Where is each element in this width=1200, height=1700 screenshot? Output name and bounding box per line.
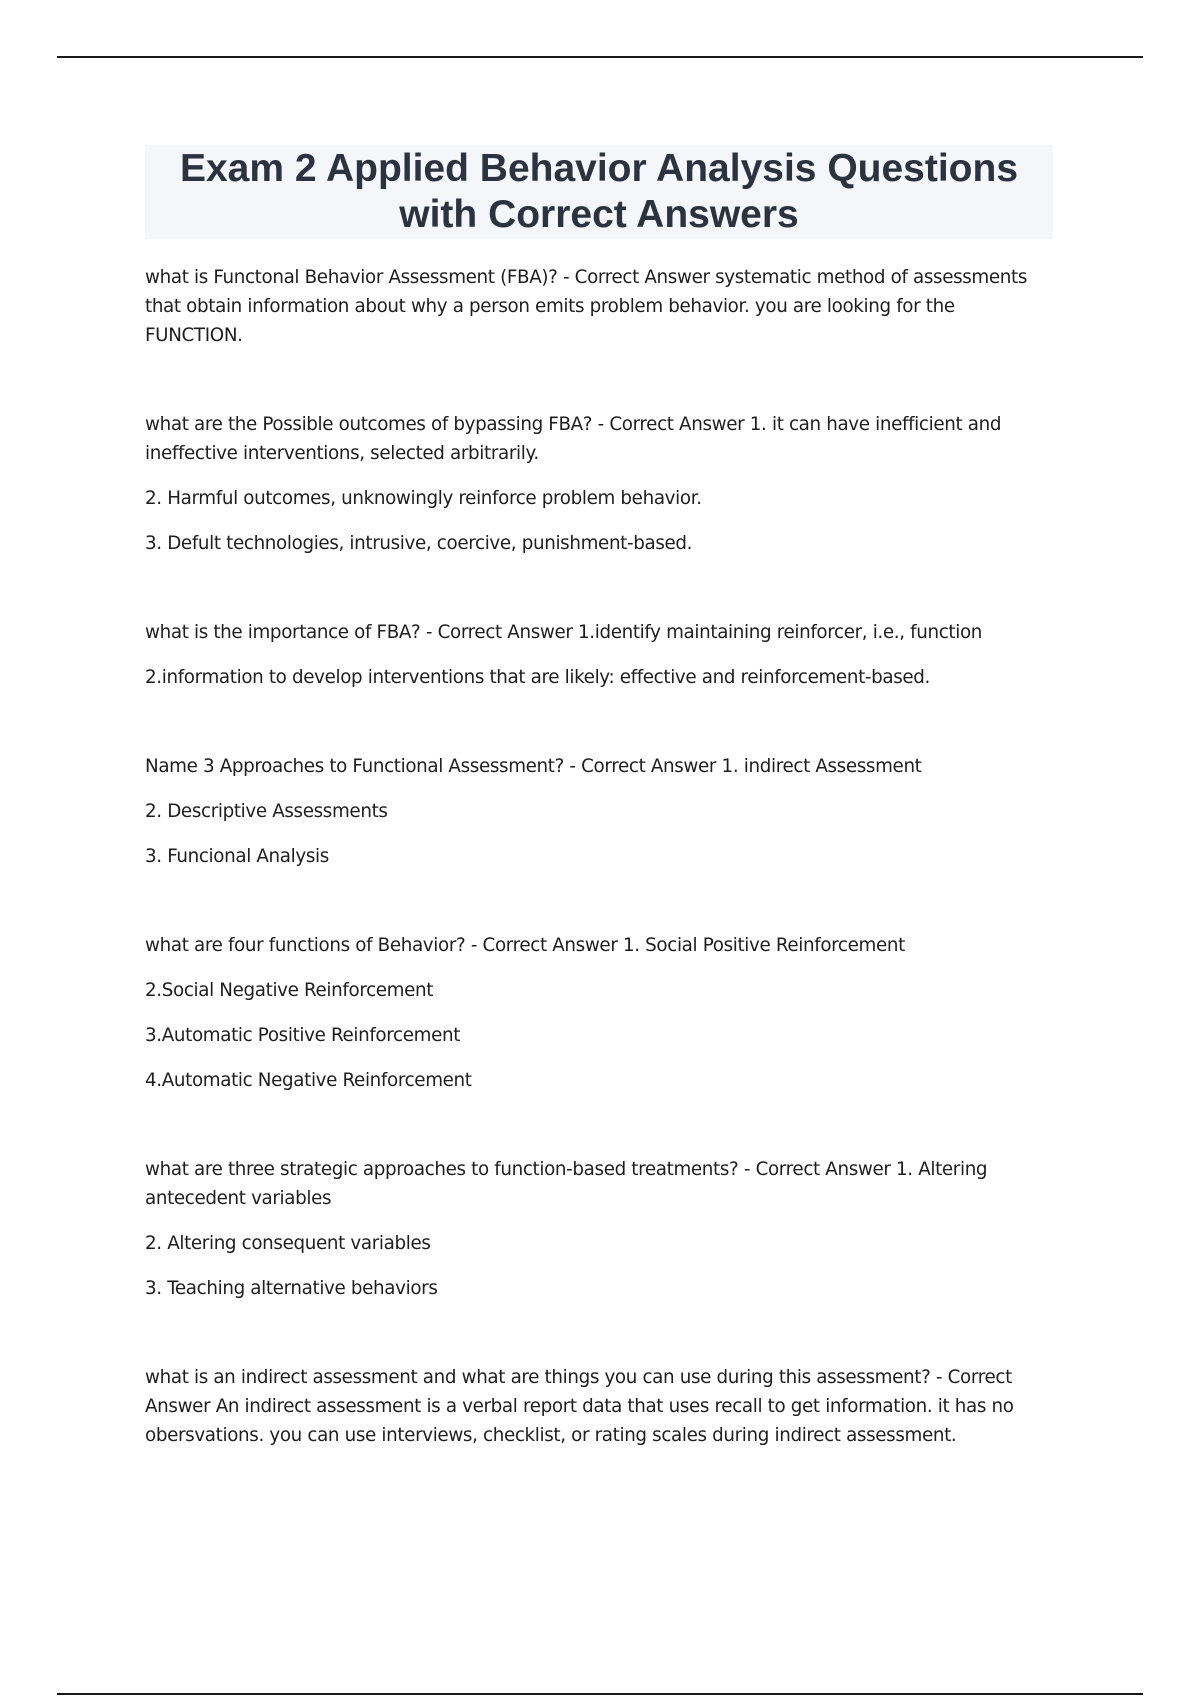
qa-item <box>145 1363 1045 1450</box>
answer-line: 2. Altering consequent variables <box>145 1233 431 1254</box>
document-title <box>145 145 1053 238</box>
title-line-2: with Correct Answers <box>399 193 799 236</box>
title-line-1: Exam 2 Applied Behavior Analysis Questions <box>179 147 1019 190</box>
qa-item <box>145 263 1045 350</box>
answer-line: 3. Teaching alternative behaviors <box>145 1278 438 1299</box>
question-text: what are four functions of Behavior? - Correct Answer 1. Social Positive Reinforcement <box>145 935 905 956</box>
question-text: what are the Possible outcomes of bypassing FBA? - Correct Answer 1. it can have inefficient and ineffective interventions, selected arbitrarily. <box>145 414 1002 464</box>
question-text: what is Functonal Behavior Assessment (FBA)? - Correct Answer systematic method of assessments that obtain information about why a person emits problem behavior. you are looking for the FUNCTION. <box>145 267 1028 346</box>
answer-line: 2.information to develop interventions that are likely: effective and reinforcement-based. <box>145 667 931 688</box>
question-text: what is the importance of FBA? - Correct Answer 1.identify maintaining reinforcer, i.e., function <box>145 622 983 643</box>
question-text: what are three strategic approaches to function-based treatments? - Correct Answer 1. Altering antecedent variables <box>145 1159 988 1209</box>
bottom-rule <box>57 1693 1143 1695</box>
qa-item <box>145 618 1045 692</box>
answer-line: 3. Funcional Analysis <box>145 846 329 867</box>
answer-line: 4.Automatic Negative Reinforcement <box>145 1070 472 1091</box>
title-banner <box>145 145 1053 239</box>
qa-list <box>145 263 1045 1450</box>
answer-line: 2.Social Negative Reinforcement <box>145 980 434 1001</box>
answer-line: 2. Descriptive Assessments <box>145 801 388 822</box>
qa-item <box>145 752 1045 871</box>
question-text: Name 3 Approaches to Functional Assessment? - Correct Answer 1. indirect Assessment <box>145 756 922 777</box>
question-text: what is an indirect assessment and what are things you can use during this assessment? - Correct Answer An indirect assessment is a verbal report data that uses recall to get information. it has no obersvations. you can use interviews, checklist, or rating scales during indirect assessment. <box>145 1367 1014 1446</box>
answer-line: 3.Automatic Positive Reinforcement <box>145 1025 461 1046</box>
qa-item <box>145 1155 1045 1303</box>
top-rule <box>57 56 1143 58</box>
qa-item <box>145 931 1045 1095</box>
answer-line: 3. Defult technologies, intrusive, coercive, punishment-based. <box>145 533 693 554</box>
answer-line: 2. Harmful outcomes, unknowingly reinforce problem behavior. <box>145 488 702 509</box>
qa-item <box>145 410 1045 558</box>
